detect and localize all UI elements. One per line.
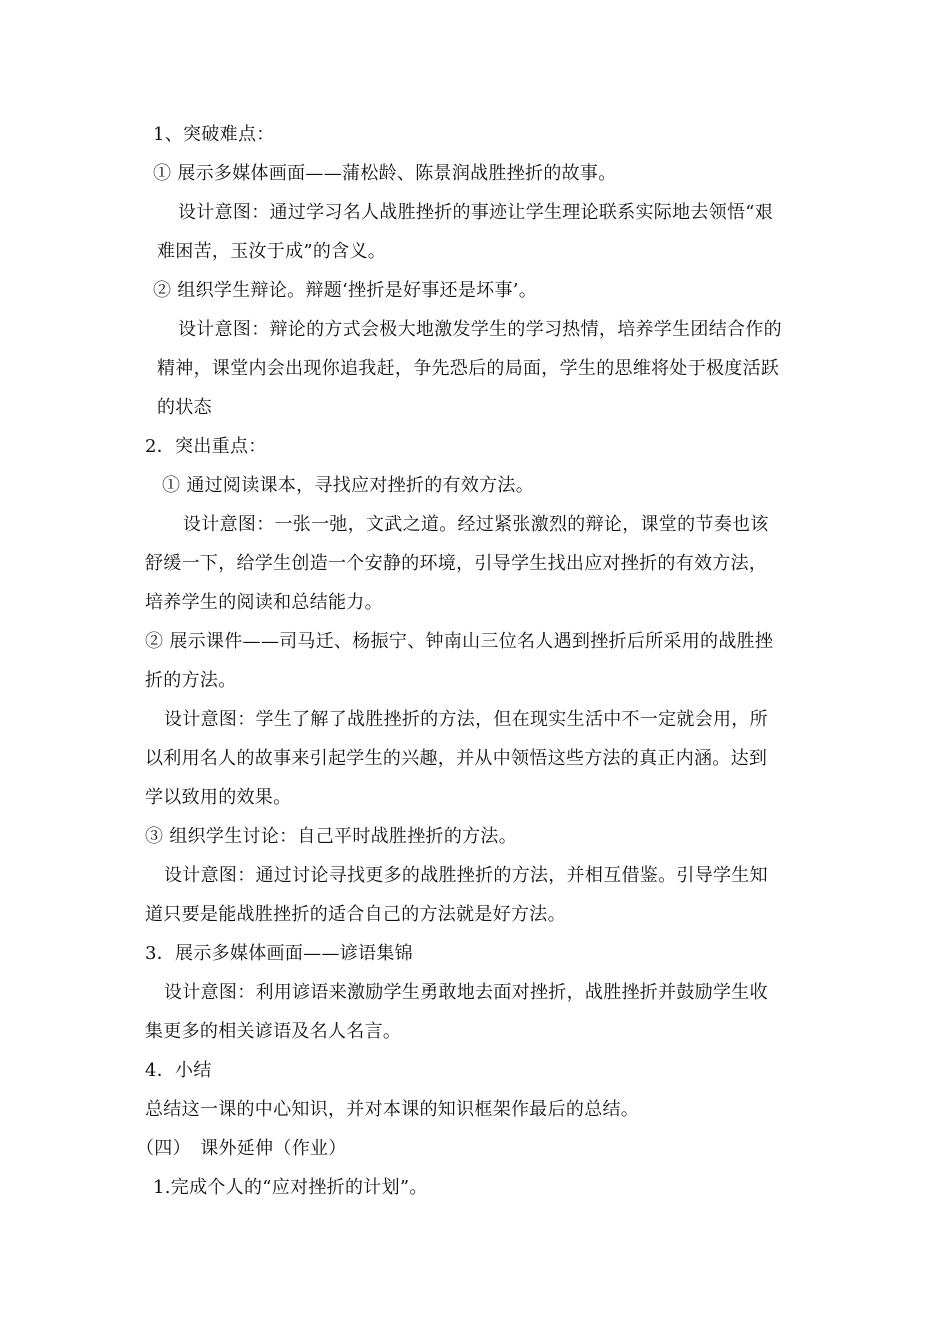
- list-item: ② 组织学生辩论。辩题‘挫折是好事还是坏事’。: [153, 280, 538, 301]
- design-intent-text: 难困苦，玉汝于成”的含义。: [157, 241, 387, 262]
- design-intent-text: 道只要是能战胜挫折的适合自己的方法就是好方法。: [145, 904, 566, 925]
- design-intent-text: 舒缓一下，给学生创造一个安静的环境，引导学生找出应对挫折的有效方法，: [145, 553, 768, 574]
- design-intent-text: 精神，课堂内会出现你追我赶，争先恐后的局面，学生的思维将处于极度活跃: [157, 358, 780, 379]
- section-heading-summary: 4．小结: [145, 1060, 212, 1081]
- section-heading-difficulty: 1、突破难点：: [153, 124, 275, 145]
- design-intent-text: 培养学生的阅读和总结能力。: [145, 592, 383, 613]
- summary-text: 总结这一课的中心知识，并对本课的知识框架作最后的总结。: [145, 1099, 640, 1120]
- list-item: ② 展示课件——司马迁、杨振宁、钟南山三位名人遇到挫折后所采用的战胜挫: [145, 631, 774, 652]
- design-intent-text: 设计意图：通过学习名人战胜挫折的事迹让学生理论联系实际地去领悟“艰: [178, 202, 774, 223]
- section-heading-homework: （四） 课外延伸（作业）: [136, 1138, 347, 1159]
- design-intent-text: 设计意图：学生了解了战胜挫折的方法，但在现实生活中不一定就会用，所: [164, 709, 768, 730]
- design-intent-text: 的状态: [157, 397, 212, 418]
- list-item: ③ 组织学生讨论：自己平时战胜挫折的方法。: [145, 826, 518, 847]
- section-heading-key-points: 2．突出重点：: [145, 436, 267, 457]
- design-intent-text: 设计意图：辩论的方式会极大地激发学生的学习热情，培养学生团结合作的: [178, 319, 782, 340]
- design-intent-text: 学以致用的效果。: [145, 787, 292, 808]
- design-intent-text: 设计意图：利用谚语来激励学生勇敢地去面对挫折，战胜挫折并鼓励学生收: [164, 982, 768, 1003]
- list-item: 折的方法。: [145, 670, 237, 691]
- list-item: 1.完成个人的“应对挫折的计划”。: [153, 1177, 428, 1198]
- list-item: ① 通过阅读课本，寻找应对挫折的有效方法。: [162, 475, 535, 496]
- list-item: ① 展示多媒体画面——蒲松龄、陈景润战胜挫折的故事。: [153, 163, 617, 184]
- design-intent-text: 设计意图：一张一弛，文武之道。经过紧张激烈的辩论，课堂的节奏也该: [183, 514, 769, 535]
- design-intent-text: 以利用名人的故事来引起学生的兴趣，并从中领悟这些方法的真正内涵。达到: [145, 748, 768, 769]
- section-heading-proverbs: 3．展示多媒体画面——谚语集锦: [145, 943, 413, 964]
- design-intent-text: 设计意图：通过讨论寻找更多的战胜挫折的方法，并相互借鉴。引导学生知: [164, 865, 768, 886]
- design-intent-text: 集更多的相关谚语及名人名言。: [145, 1021, 402, 1042]
